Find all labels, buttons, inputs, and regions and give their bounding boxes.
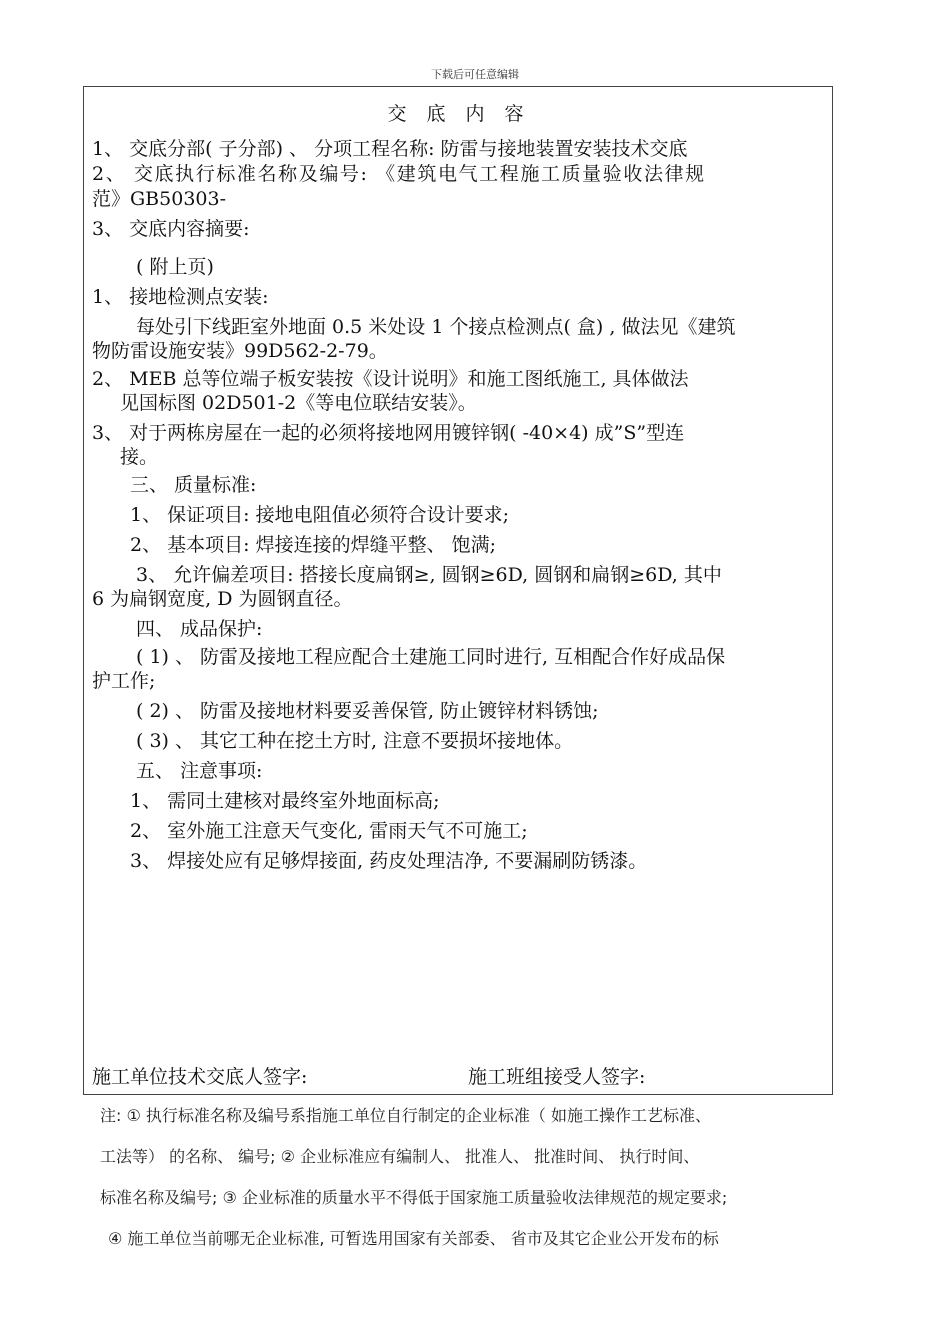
notes-item-3: 3、 焊接处应有足够焊接面, 药皮处理洁净, 不要漏刷防锈漆。	[130, 850, 648, 872]
protection-item-2: ( 2) 、 防雷及接地材料要妥善保管, 防止镀锌材料锈蚀;	[136, 700, 599, 722]
notes-item-1: 1、 需同土建核对最终室外地面标高;	[130, 790, 440, 812]
section-title: 交 底 内 容	[387, 103, 531, 125]
protection-item-1-cont: 护工作;	[92, 670, 156, 692]
item-2-standard-name-cont: 范》GB50303-	[92, 188, 227, 210]
team-receiver-signature-label: 施工班组接受人签字:	[468, 1066, 646, 1088]
footnote-line-3: 标准名称及编号; ③ 企业标准的质量水平不得低于国家施工质量验收法律规范的规定要求;	[100, 1188, 728, 1207]
product-protection-heading: 四、 成品保护:	[136, 618, 263, 640]
tolerance-item: 3、 允许偏差项目: 搭接长度扁钢≥, 圆钢≥6D, 圆钢和扁钢≥6D, 其中	[136, 564, 722, 586]
item-1-project-name: 1、 交底分部( 子分部) 、 分项工程名称: 防雷与接地装置安装技术交底	[92, 138, 688, 160]
protection-item-3: ( 3) 、 其它工种在挖土方时, 注意不要损坏接地体。	[136, 730, 574, 752]
footnote-line-2: 工法等） 的名称、 编号; ② 企业标准应有编制人、 批准人、 批准时间、 执行时间、	[100, 1147, 700, 1166]
ground-grid-text-cont: 接。	[120, 446, 159, 468]
notes-heading: 五、 注意事项:	[136, 760, 263, 782]
item-3-summary-heading: 3、 交底内容摘要:	[92, 218, 250, 240]
quality-standard-heading: 三、 质量标准:	[130, 474, 257, 496]
protection-item-1: ( 1) 、 防雷及接地工程应配合土建施工同时进行, 互相配合作好成品保	[136, 646, 726, 668]
tolerance-item-cont: 6 为扁钢宽度, D 为圆钢直径。	[92, 588, 353, 610]
footnote-line-4: ④ 施工单位当前哪无企业标准, 可暂选用国家有关部委、 省市及其它企业公开发布的标	[108, 1229, 719, 1248]
grounding-test-point-text-cont: 物防雷设施安装》99D562-2-79。	[92, 340, 388, 362]
attached-page-note: ( 附上页)	[136, 256, 214, 278]
meb-terminal-text-cont: 见国标图 02D501-2《等电位联结安装》。	[120, 392, 477, 414]
basic-item: 2、 基本项目: 焊接连接的焊缝平整、 饱满;	[130, 534, 497, 556]
disclosure-content-box	[83, 86, 833, 1095]
technical-discloser-signature-label: 施工单位技术交底人签字:	[92, 1066, 308, 1088]
item-2-standard-name: 2、 交底执行标准名称及编号: 《建筑电气工程施工质量验收法律规	[92, 163, 706, 185]
meb-terminal-text: 2、 MEB 总等位端子板安装按《设计说明》和施工图纸施工, 具体做法	[92, 368, 689, 390]
guarantee-item: 1、 保证项目: 接地电阻值必须符合设计要求;	[130, 504, 509, 526]
footnote-line-1: 注: ① 执行标准名称及编号系指施工单位自行制定的企业标准（ 如施工操作工艺标准、	[100, 1106, 711, 1125]
ground-grid-text: 3、 对于两栋房屋在一起的必须将接地网用镀锌钢( -40×4) 成”S”型连	[92, 422, 685, 444]
grounding-test-point-heading: 1、 接地检测点安装:	[92, 286, 269, 308]
notes-item-2: 2、 室外施工注意天气变化, 雷雨天气不可施工;	[130, 820, 528, 842]
grounding-test-point-text: 每处引下线距室外地面 0.5 米处设 1 个接点检测点( 盒) , 做法见《建筑	[136, 316, 736, 338]
page-header-note: 下载后可任意编辑	[431, 68, 519, 81]
